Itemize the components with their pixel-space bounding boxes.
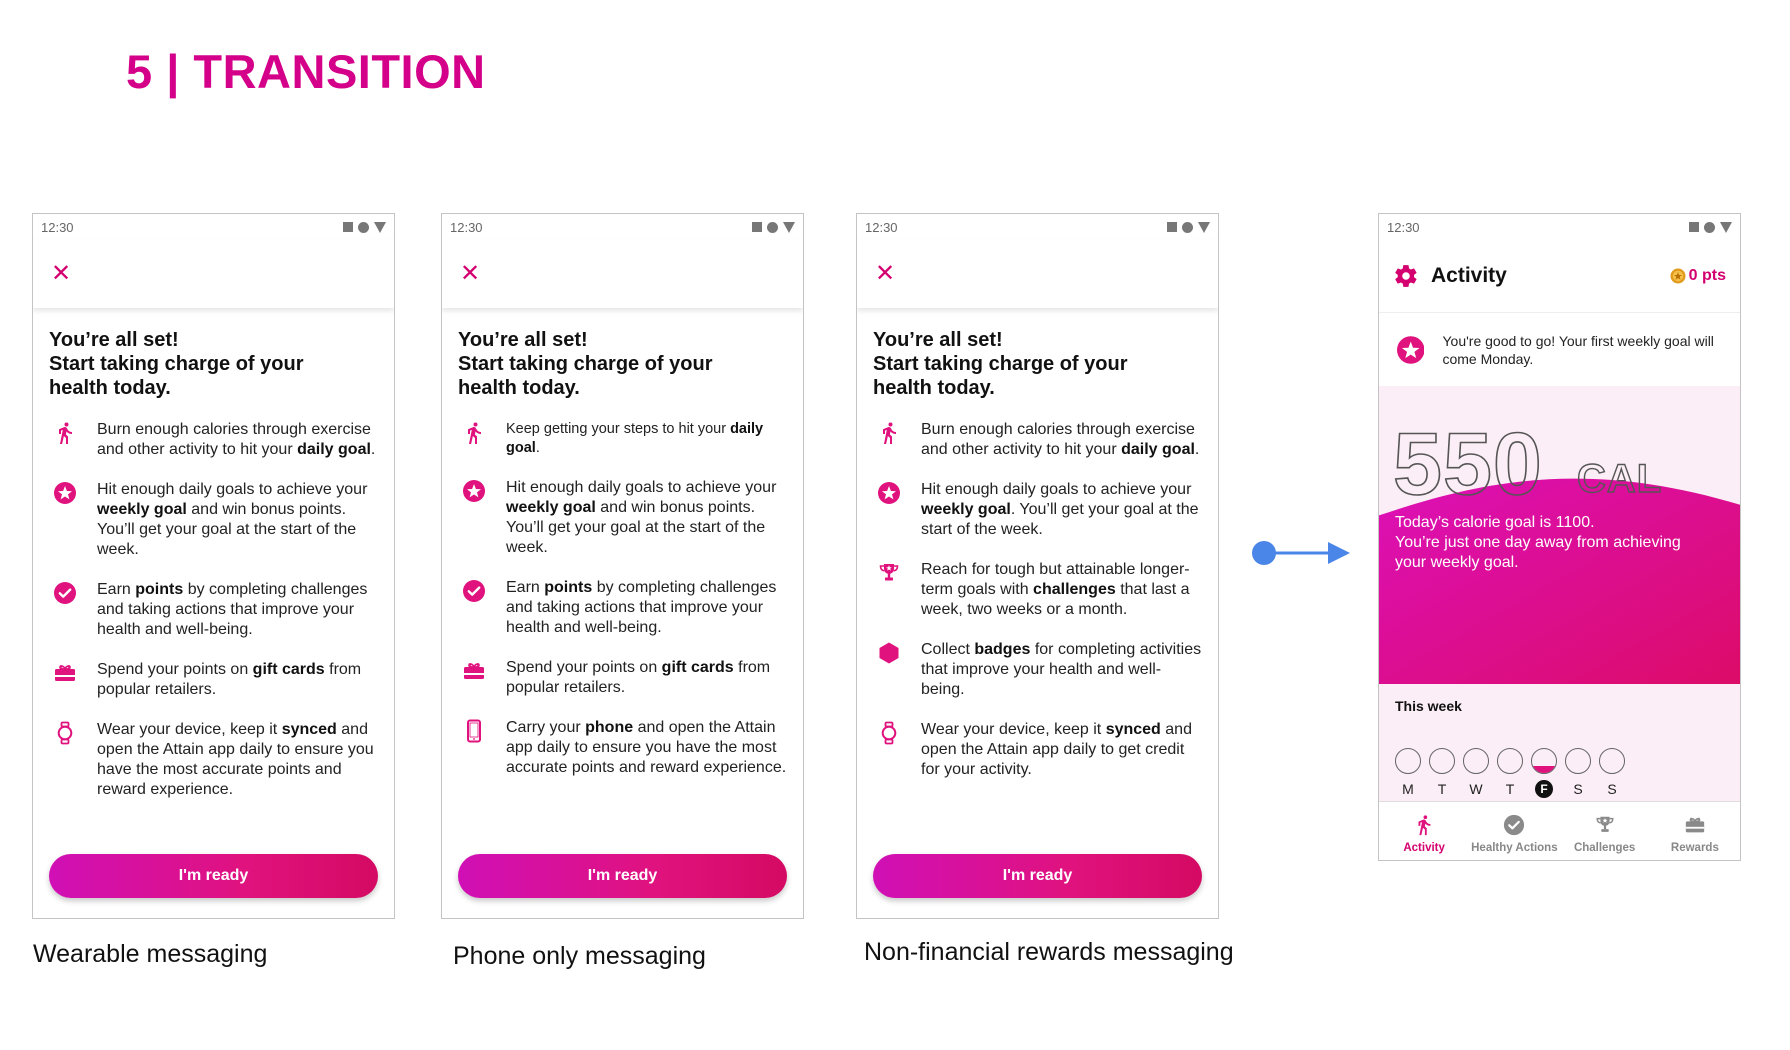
emphasis-text: synced xyxy=(281,721,337,738)
feature-list-item xyxy=(49,660,378,700)
feature-text xyxy=(506,478,787,558)
body-text: Wear your device, keep it xyxy=(921,721,1106,738)
body-text: and open the Attain app daily to ensure you have the most accurate points and reward experience. xyxy=(506,719,787,776)
day-ring[interactable] xyxy=(1463,748,1489,798)
running-icon xyxy=(873,420,921,450)
day-ring[interactable] xyxy=(1395,748,1421,798)
running-icon xyxy=(49,420,97,450)
points-coin-icon xyxy=(1670,268,1686,284)
emphasis-text: challenges xyxy=(1033,581,1116,598)
body-text: . You’ll get your goal at the start of the week. xyxy=(921,501,1199,538)
feature-list-item xyxy=(49,480,378,560)
calorie-unit: CAL xyxy=(1577,457,1663,501)
body-text: from popular retailers. xyxy=(97,661,362,698)
headline-line: health today. xyxy=(458,377,580,399)
close-icon[interactable]: ✕ xyxy=(51,260,72,287)
feature-list-item xyxy=(49,420,378,460)
body-text: from popular retailers. xyxy=(506,659,771,696)
emphasis-text: daily goal xyxy=(1121,441,1195,458)
feature-list-item xyxy=(873,480,1202,540)
tab-challenges[interactable] xyxy=(1560,802,1650,860)
activity-screen xyxy=(1378,213,1741,861)
status-triangle-icon xyxy=(374,222,386,233)
emphasis-text: weekly goal xyxy=(921,501,1011,518)
feature-list-item xyxy=(458,658,787,698)
status-time: 12:30 xyxy=(865,219,898,235)
tab-label: Healthy Actions xyxy=(1471,842,1558,854)
headline-line: Start taking charge of your xyxy=(49,353,304,375)
day-ring[interactable] xyxy=(1429,748,1455,798)
feature-text xyxy=(97,580,378,640)
app-bar xyxy=(442,240,803,308)
day-label: S xyxy=(1573,781,1583,797)
gift-card-icon xyxy=(49,660,97,690)
day-label: M xyxy=(1402,781,1414,797)
headline-line: Start taking charge of your xyxy=(873,353,1128,375)
wearable-screen xyxy=(32,213,395,919)
feature-list-item xyxy=(458,478,787,558)
emphasis-text: weekly goal xyxy=(97,501,187,518)
feature-text xyxy=(921,720,1202,780)
body-text: Spend your points on xyxy=(97,661,253,678)
body-text: by completing challenges and taking actions that improve your health and well-being. xyxy=(97,581,368,638)
gift-card-icon xyxy=(1684,814,1706,839)
day-progress-fill xyxy=(1532,766,1556,773)
check-circle-icon xyxy=(458,578,506,608)
status-bar xyxy=(33,214,394,240)
emphasis-text: points xyxy=(544,579,593,596)
emphasis-text: badges xyxy=(974,641,1031,658)
onboarding-content xyxy=(33,308,394,800)
headline xyxy=(873,328,1202,400)
feature-list-item xyxy=(873,560,1202,620)
day-label: T xyxy=(1505,781,1515,797)
status-triangle-icon xyxy=(1198,222,1210,233)
body-text: . xyxy=(1194,441,1200,458)
feature-list-item xyxy=(49,580,378,640)
emphasis-text: synced xyxy=(1105,721,1161,738)
gift-card-icon xyxy=(458,658,506,688)
headline-line: health today. xyxy=(873,377,995,399)
star-badge-icon xyxy=(1397,332,1424,368)
points-badge[interactable] xyxy=(1670,267,1726,285)
banner-text: You're good to go! Your first weekly goal will come Monday. xyxy=(1442,333,1714,367)
watch-icon xyxy=(873,720,921,750)
non-financial-screen xyxy=(856,213,1219,919)
body-text: Burn enough calories through exercise and other activity to hit your xyxy=(97,421,371,458)
status-circle-icon xyxy=(1182,222,1193,233)
feature-text xyxy=(506,718,787,778)
day-label: W xyxy=(1469,781,1483,797)
body-text: Hit enough daily goals to achieve your xyxy=(97,481,368,498)
tab-rewards[interactable] xyxy=(1650,802,1740,860)
check-circle-icon xyxy=(1503,814,1525,839)
day-progress-ring xyxy=(1463,748,1489,774)
feature-list-item xyxy=(873,420,1202,460)
watch-icon xyxy=(49,720,97,750)
feature-text xyxy=(506,578,787,638)
status-time: 12:30 xyxy=(450,219,483,235)
status-square-icon xyxy=(1689,222,1699,232)
close-icon[interactable]: ✕ xyxy=(460,260,481,287)
body-text: and win bonus points. You’ll get your goal at the start of the week. xyxy=(506,499,766,556)
headline-line: Start taking charge of your xyxy=(458,353,713,375)
weekly-goal-banner xyxy=(1379,312,1740,388)
emphasis-text: weekly goal xyxy=(506,499,596,516)
settings-gear-icon[interactable] xyxy=(1393,263,1419,289)
headline-line: You’re all set! xyxy=(49,329,179,351)
trophy-icon xyxy=(873,560,921,590)
feature-text xyxy=(97,420,378,460)
phone-icon xyxy=(458,718,506,748)
emphasis-text: daily goal xyxy=(297,441,371,458)
this-week-label: This week xyxy=(1395,698,1462,714)
points-value: 0 pts xyxy=(1688,267,1726,284)
emphasis-text: points xyxy=(135,581,184,598)
page-title: 5 | TRANSITION xyxy=(126,45,486,98)
body-text: and open the Attain app daily to get credit for your activity. xyxy=(921,721,1192,778)
weekly-progress-line: You’re just one day away from achieving your weekly goal. xyxy=(1395,534,1681,571)
activity-title: Activity xyxy=(1431,264,1507,287)
feature-text xyxy=(97,720,378,800)
phone-only-screen xyxy=(441,213,804,919)
day-ring[interactable] xyxy=(1565,748,1591,798)
onboarding-content xyxy=(442,308,803,778)
emphasis-text: gift cards xyxy=(661,659,734,676)
week-day-rings xyxy=(1395,748,1625,798)
body-text: Carry your xyxy=(506,719,586,736)
feature-list-item xyxy=(873,640,1202,700)
body-text: that last a week, two weeks or a month. xyxy=(921,581,1190,618)
calorie-goal-text xyxy=(1395,513,1715,573)
feature-text xyxy=(506,658,787,698)
status-bar xyxy=(442,214,803,240)
status-circle-icon xyxy=(767,222,778,233)
bottom-tab-bar xyxy=(1379,801,1740,860)
im-ready-button[interactable]: I'm ready xyxy=(49,854,378,898)
feature-text xyxy=(921,560,1202,620)
status-circle-icon xyxy=(1704,222,1715,233)
day-progress-ring xyxy=(1497,748,1523,774)
status-bar xyxy=(857,214,1218,240)
status-time: 12:30 xyxy=(1387,219,1420,235)
emphasis-text: phone xyxy=(585,719,634,736)
headline-line: You’re all set! xyxy=(458,329,588,351)
im-ready-button[interactable]: I'm ready xyxy=(458,854,787,898)
body-text: Collect xyxy=(921,641,975,658)
running-icon xyxy=(1413,814,1435,839)
trophy-icon xyxy=(1594,814,1616,839)
star-badge-icon xyxy=(49,480,97,510)
check-circle-icon xyxy=(49,580,97,610)
feature-text xyxy=(506,420,787,458)
day-progress-ring xyxy=(1395,748,1421,774)
day-progress-ring xyxy=(1599,748,1625,774)
star-badge-icon xyxy=(458,478,506,508)
body-text: Spend your points on xyxy=(506,659,662,676)
calorie-value: 550 xyxy=(1393,414,1543,513)
day-label: F xyxy=(1535,780,1553,798)
caption-non-financial: Non-financial rewards messaging xyxy=(864,938,1234,966)
headline xyxy=(458,328,787,400)
feature-list-item xyxy=(873,720,1202,780)
im-ready-button[interactable]: I'm ready xyxy=(873,854,1202,898)
body-text: by completing challenges and taking actions that improve your health and well-being. xyxy=(506,579,777,636)
body-text: Hit enough daily goals to achieve your xyxy=(506,479,777,496)
status-triangle-icon xyxy=(1720,222,1732,233)
caption-wearable: Wearable messaging xyxy=(33,940,268,968)
day-label: S xyxy=(1607,781,1617,797)
running-icon xyxy=(458,420,506,450)
day-ring[interactable] xyxy=(1531,748,1557,798)
day-label: T xyxy=(1437,781,1447,797)
feature-text xyxy=(97,480,378,560)
body-text: and win bonus points. You’ll get your goal at the start of the week. xyxy=(97,501,357,558)
calorie-hero xyxy=(1379,386,1740,684)
caption-phone-only: Phone only messaging xyxy=(453,942,706,970)
feature-list-item xyxy=(458,718,787,778)
status-circle-icon xyxy=(358,222,369,233)
tab-healthy-actions[interactable] xyxy=(1469,802,1559,860)
day-progress-ring xyxy=(1531,748,1557,774)
feature-list-item xyxy=(458,578,787,638)
headline-line: You’re all set! xyxy=(873,329,1003,351)
this-week-section xyxy=(1379,684,1740,814)
star-badge-icon xyxy=(873,480,921,510)
status-square-icon xyxy=(752,222,762,232)
feature-list-item xyxy=(49,720,378,800)
feature-text xyxy=(97,660,378,700)
status-time: 12:30 xyxy=(41,219,74,235)
app-bar xyxy=(33,240,394,308)
tab-label: Activity xyxy=(1403,842,1445,854)
body-text: Earn xyxy=(506,579,545,596)
tab-label: Rewards xyxy=(1670,842,1719,854)
body-text: . xyxy=(535,440,540,456)
emphasis-text: gift cards xyxy=(252,661,325,678)
day-progress-ring xyxy=(1565,748,1591,774)
status-bar xyxy=(1379,214,1740,240)
headline-line: health today. xyxy=(49,377,171,399)
headline xyxy=(49,328,378,400)
activity-header xyxy=(1379,240,1740,312)
hexagon-badge-icon xyxy=(873,640,921,670)
emphasis-text: daily goal xyxy=(506,421,764,456)
body-text: . xyxy=(370,441,376,458)
day-ring[interactable] xyxy=(1599,748,1625,798)
body-text: Burn enough calories through exercise and other activity to hit your xyxy=(921,421,1195,458)
feature-text xyxy=(921,640,1202,700)
body-text: for completing activities that improve your health and well-being. xyxy=(921,641,1202,698)
day-ring[interactable] xyxy=(1497,748,1523,798)
feature-list-item xyxy=(458,420,787,458)
body-text: and open the Attain app daily to ensure you have the most accurate points and reward experience. xyxy=(97,721,374,798)
app-bar xyxy=(857,240,1218,308)
transition-arrow-icon xyxy=(1248,536,1352,570)
calorie-goal-line: Today’s calorie goal is 1100. xyxy=(1395,514,1595,531)
status-square-icon xyxy=(343,222,353,232)
status-triangle-icon xyxy=(783,222,795,233)
close-icon[interactable]: ✕ xyxy=(875,260,896,287)
onboarding-content xyxy=(857,308,1218,780)
status-square-icon xyxy=(1167,222,1177,232)
body-text: Earn xyxy=(97,581,136,598)
day-progress-ring xyxy=(1429,748,1455,774)
tab-label: Challenges xyxy=(1573,842,1636,854)
body-text: Keep getting your steps to hit your xyxy=(506,421,731,437)
body-text: Wear your device, keep it xyxy=(97,721,282,738)
body-text: Hit enough daily goals to achieve your xyxy=(921,481,1192,498)
feature-text xyxy=(921,480,1202,540)
feature-text xyxy=(921,420,1202,460)
tab-activity[interactable] xyxy=(1379,802,1469,860)
body-text: Reach for tough but attainable longer-term goals with xyxy=(921,561,1190,598)
